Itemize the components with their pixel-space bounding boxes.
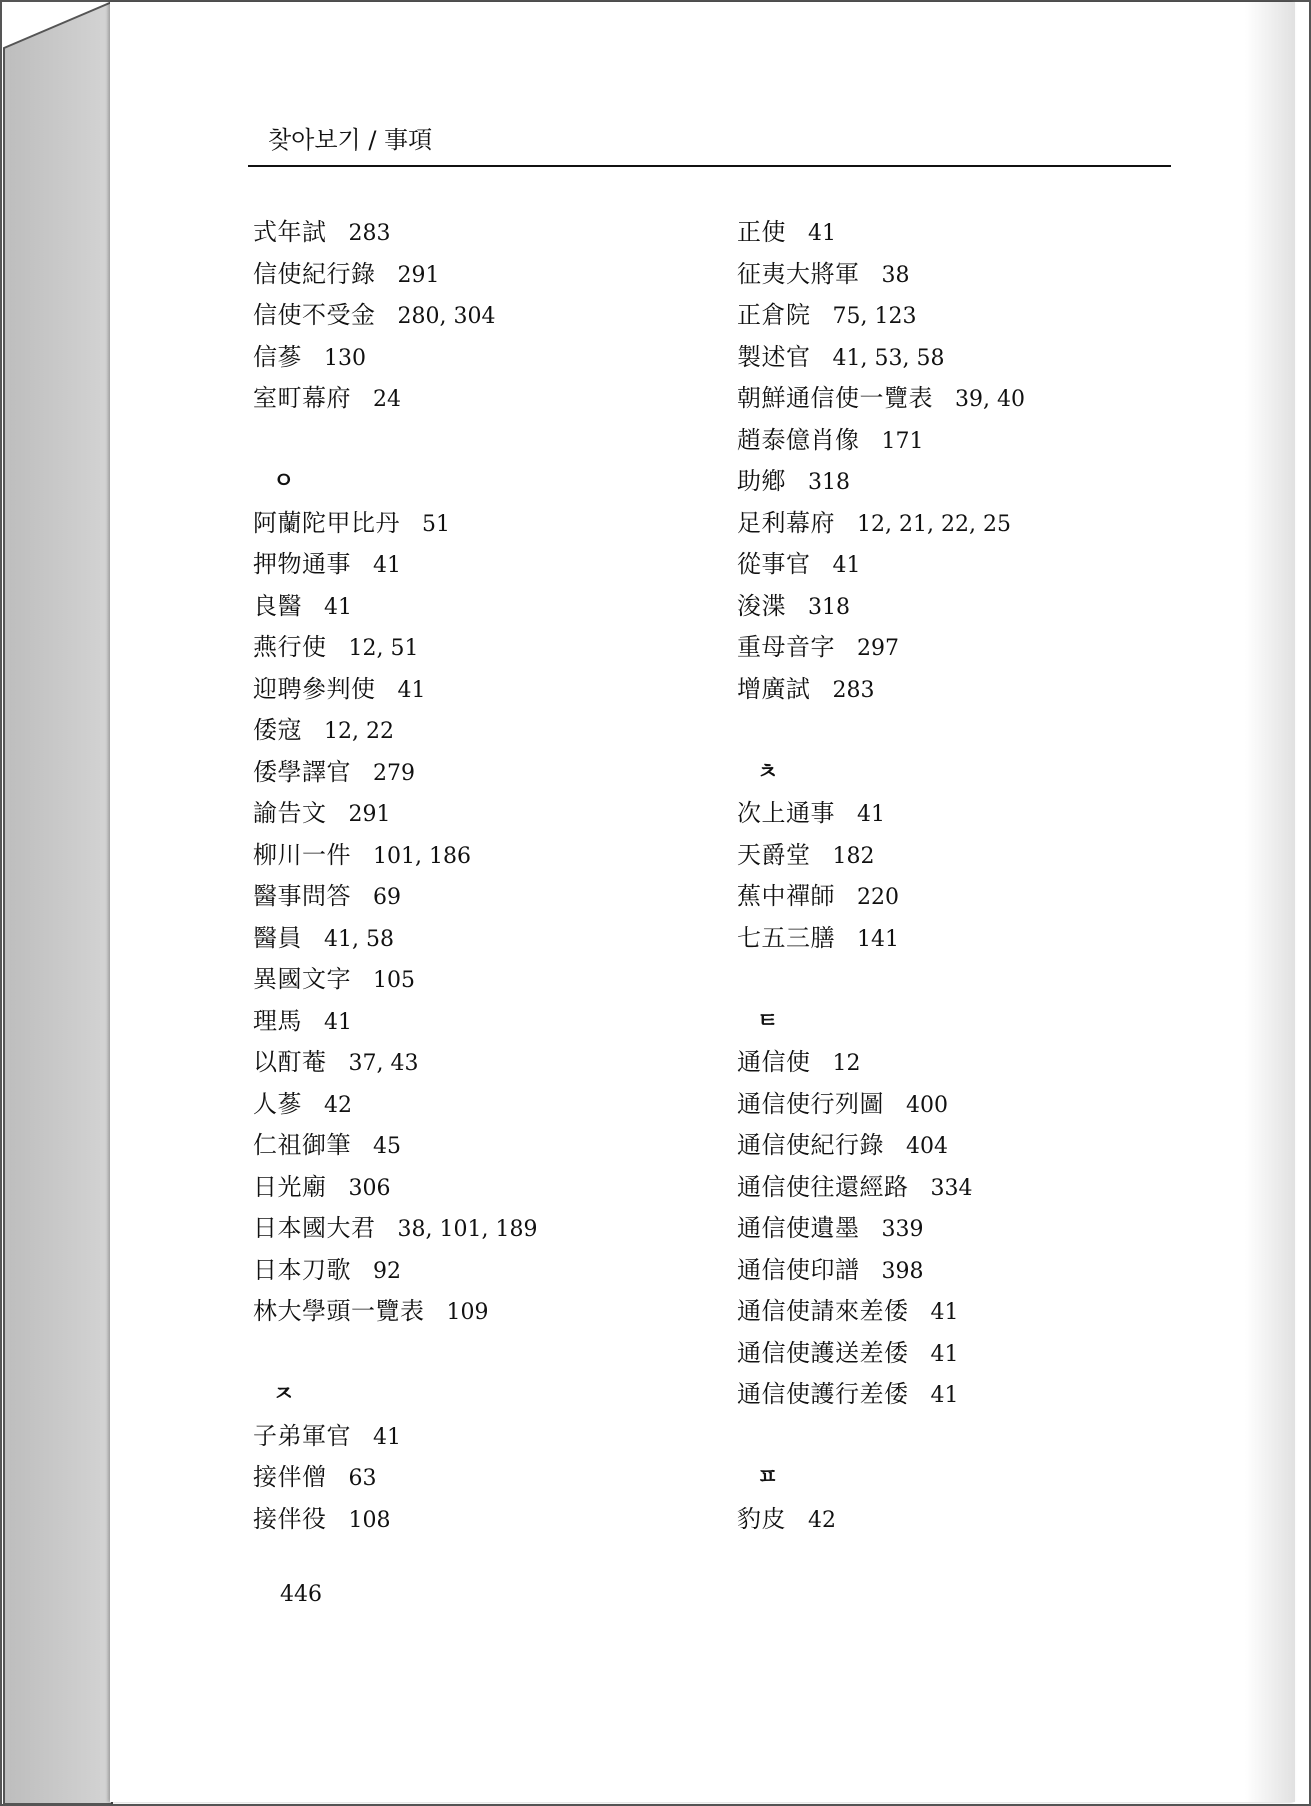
section-heading: ㅇ	[273, 469, 295, 494]
index-page-refs: 38, 101, 189	[397, 1217, 538, 1242]
index-term: 趙泰億肖像	[737, 425, 860, 454]
index-entry	[737, 1042, 1197, 1084]
index-page-refs: 398	[881, 1258, 924, 1284]
index-term: 正使	[737, 218, 786, 246]
index-term: 燕行使	[253, 633, 327, 661]
index-term: 足利幕府	[737, 508, 835, 537]
index-page-refs: 318	[808, 470, 850, 495]
index-page-refs: 279	[373, 760, 415, 786]
index-entry	[253, 669, 713, 711]
index-term: 次上通事	[737, 799, 835, 827]
index-term: 異國文字	[253, 965, 351, 993]
index-term: 蕉中禪師	[737, 882, 835, 910]
index-page-refs: 318	[808, 594, 850, 620]
index-term: 通信使往還經路	[737, 1172, 909, 1201]
index-entry	[737, 461, 1197, 503]
index-term: 醫員	[253, 923, 302, 952]
index-entry	[737, 835, 1197, 877]
index-entry	[737, 1084, 1197, 1126]
index-entry	[253, 959, 713, 1001]
index-entry	[737, 586, 1197, 628]
index-term: 通信使護送差倭	[737, 1338, 909, 1367]
index-entry	[737, 1167, 1197, 1209]
index-page-refs: 69	[373, 885, 401, 910]
index-term: 子弟軍官	[253, 1421, 351, 1450]
index-entry	[737, 420, 1197, 462]
index-term: 人蔘	[253, 1089, 302, 1118]
index-entry	[737, 1333, 1197, 1375]
index-page-refs: 141	[857, 926, 899, 952]
index-term: 理馬	[253, 1006, 302, 1035]
index-term: 日本國大君	[253, 1214, 376, 1242]
index-page-refs: 41, 53, 58	[832, 345, 945, 371]
index-page-refs: 41, 58	[324, 926, 394, 952]
index-page-refs: 105	[373, 968, 415, 993]
index-page-refs: 109	[446, 1300, 489, 1325]
index-term: 信蔘	[253, 342, 302, 371]
index-term: 醫事問答	[253, 882, 351, 910]
index-term: 通信使	[737, 1048, 811, 1076]
index-term: 林大學頭一覽表	[253, 1297, 425, 1325]
index-page-refs: 12, 51	[348, 636, 419, 661]
index-page-refs: 51	[422, 511, 450, 537]
index-term: 倭學譯官	[253, 757, 351, 786]
index-term: 通信使遺墨	[737, 1214, 860, 1242]
section-heading: ㅈ	[273, 1382, 295, 1407]
index-term: 助鄕	[737, 467, 786, 495]
index-term: 柳川一件	[253, 840, 351, 869]
index-entry	[253, 1291, 713, 1333]
index-term: 天爵堂	[737, 840, 811, 869]
index-entry	[253, 752, 713, 794]
index-entry	[737, 503, 1197, 545]
index-entry	[253, 1416, 713, 1458]
index-page-refs: 306	[348, 1175, 391, 1201]
index-term: 室町幕府	[253, 384, 351, 412]
index-term: 諭告文	[253, 799, 327, 827]
index-page-refs: 41	[808, 221, 836, 246]
index-page-refs: 182	[832, 843, 875, 869]
index-entry	[253, 1208, 713, 1250]
index-entry	[737, 378, 1197, 420]
index-entry	[253, 295, 713, 337]
index-page-refs: 63	[348, 1466, 377, 1491]
index-entry	[253, 337, 713, 379]
index-term: 通信使請來差倭	[737, 1297, 909, 1325]
index-entry	[737, 1291, 1197, 1333]
index-entry	[253, 378, 713, 420]
section-heading: ㅌ	[757, 1008, 779, 1034]
index-entry	[253, 1001, 713, 1043]
index-page-refs: 38	[881, 262, 910, 288]
index-entry	[737, 1499, 1197, 1541]
index-term: 製述官	[737, 342, 811, 371]
index-entry	[253, 876, 713, 918]
index-term: 信使不受金	[253, 301, 376, 329]
index-term: 倭寇	[253, 716, 302, 744]
index-page	[110, 2, 1295, 1802]
index-entry	[737, 1208, 1197, 1250]
index-term: 豹皮	[737, 1504, 786, 1533]
index-entry	[737, 876, 1197, 918]
index-page-refs: 41	[930, 1300, 959, 1325]
index-page-refs: 41	[930, 1383, 959, 1408]
index-term: 接伴役	[253, 1504, 327, 1533]
index-entry	[737, 1125, 1197, 1167]
index-entry	[737, 337, 1197, 379]
index-entry	[737, 1250, 1197, 1292]
index-page-refs: 42	[808, 1507, 836, 1533]
index-page-refs: 334	[930, 1175, 973, 1201]
index-term: 浚渫	[737, 591, 786, 620]
index-entry	[253, 1250, 713, 1292]
index-page-refs: 41	[397, 677, 426, 703]
header-rule	[248, 165, 1171, 167]
index-term: 從事官	[737, 550, 811, 578]
index-page-refs: 41	[373, 1424, 401, 1450]
page-edge-shadow	[1245, 2, 1295, 1802]
index-entry	[737, 212, 1197, 254]
index-term: 重母音字	[737, 633, 835, 661]
index-page-refs: 283	[348, 221, 391, 246]
index-column-left	[253, 212, 713, 1540]
index-entry	[737, 793, 1197, 835]
index-term: 信使紀行錄	[253, 259, 376, 288]
index-page-refs: 339	[881, 1217, 924, 1242]
index-page-refs: 42	[324, 1092, 352, 1118]
index-entry	[253, 503, 713, 545]
index-entry	[253, 1042, 713, 1084]
index-entry	[253, 710, 713, 752]
index-term: 七五三膳	[737, 923, 835, 952]
index-term: 阿蘭陀甲比丹	[253, 508, 400, 537]
index-term: 押物通事	[253, 550, 351, 578]
section-heading: ㅍ	[757, 1465, 779, 1490]
index-page-refs: 280, 304	[397, 304, 496, 329]
index-term: 日本刀歌	[253, 1255, 351, 1284]
index-page-refs: 37, 43	[348, 1051, 419, 1076]
index-term: 式年試	[253, 218, 327, 246]
index-term: 以酊菴	[253, 1048, 327, 1076]
index-column-right	[737, 212, 1197, 1540]
index-term: 增廣試	[737, 674, 811, 703]
index-term: 接伴僧	[253, 1463, 327, 1491]
index-page-refs: 291	[397, 262, 440, 288]
index-term: 仁祖御筆	[253, 1131, 351, 1159]
index-entry	[253, 544, 713, 586]
index-entry	[253, 586, 713, 628]
index-entry	[737, 254, 1197, 296]
index-entry	[253, 627, 713, 669]
index-page-refs: 41	[324, 1009, 352, 1035]
index-page-refs: 283	[832, 677, 875, 703]
index-page-refs: 404	[906, 1134, 948, 1159]
index-entry	[737, 669, 1197, 711]
index-page-refs: 130	[324, 345, 366, 371]
index-entry	[253, 918, 713, 960]
index-entry	[253, 254, 713, 296]
index-entry	[253, 212, 713, 254]
index-entry	[737, 627, 1197, 669]
index-page-refs: 400	[906, 1092, 948, 1118]
index-page-refs: 220	[857, 885, 899, 910]
index-page-refs: 12, 22	[324, 719, 394, 744]
index-term: 通信使護行差倭	[737, 1380, 909, 1408]
index-page-refs: 12	[832, 1051, 861, 1076]
index-term: 征夷大將軍	[737, 259, 860, 288]
index-term: 通信使印譜	[737, 1255, 860, 1284]
index-term: 朝鮮通信使一覽表	[737, 384, 933, 412]
index-page-refs: 92	[373, 1258, 401, 1284]
index-page-refs: 171	[881, 428, 924, 454]
index-term: 迎聘參判使	[253, 674, 376, 703]
index-entry	[253, 1499, 713, 1541]
index-page-refs: 41	[857, 802, 885, 827]
index-page-refs: 41	[930, 1341, 959, 1367]
index-page-refs: 39, 40	[955, 387, 1025, 412]
index-page-refs: 24	[373, 387, 401, 412]
index-entry	[737, 1374, 1197, 1416]
index-term: 日光廟	[253, 1172, 327, 1201]
section-heading: ㅊ	[757, 759, 779, 785]
index-entry	[253, 835, 713, 877]
index-entry	[737, 918, 1197, 960]
index-page-refs: 75, 123	[832, 304, 917, 329]
index-page-refs: 291	[348, 802, 391, 827]
page-header-title: 찾아보기 / 事項	[268, 126, 433, 154]
index-page-refs: 45	[373, 1134, 401, 1159]
index-entry	[253, 1084, 713, 1126]
index-entry	[737, 544, 1197, 586]
index-page-refs: 41	[373, 553, 401, 578]
index-page-refs: 297	[857, 636, 899, 661]
index-entry	[253, 1125, 713, 1167]
index-entry	[737, 295, 1197, 337]
index-term: 通信使紀行錄	[737, 1131, 884, 1159]
index-page-refs: 101, 186	[373, 843, 471, 869]
index-term: 良醫	[253, 591, 302, 620]
index-page-refs: 108	[348, 1507, 391, 1533]
index-entry	[253, 793, 713, 835]
index-term: 通信使行列圖	[737, 1089, 884, 1118]
index-entry	[253, 1167, 713, 1209]
index-page-refs: 41	[832, 553, 861, 578]
index-term: 正倉院	[737, 301, 811, 329]
index-page-refs: 41	[324, 594, 352, 620]
page-number: 446	[280, 1582, 322, 1607]
index-page-refs: 12, 21, 22, 25	[857, 511, 1011, 537]
index-entry	[253, 1457, 713, 1499]
